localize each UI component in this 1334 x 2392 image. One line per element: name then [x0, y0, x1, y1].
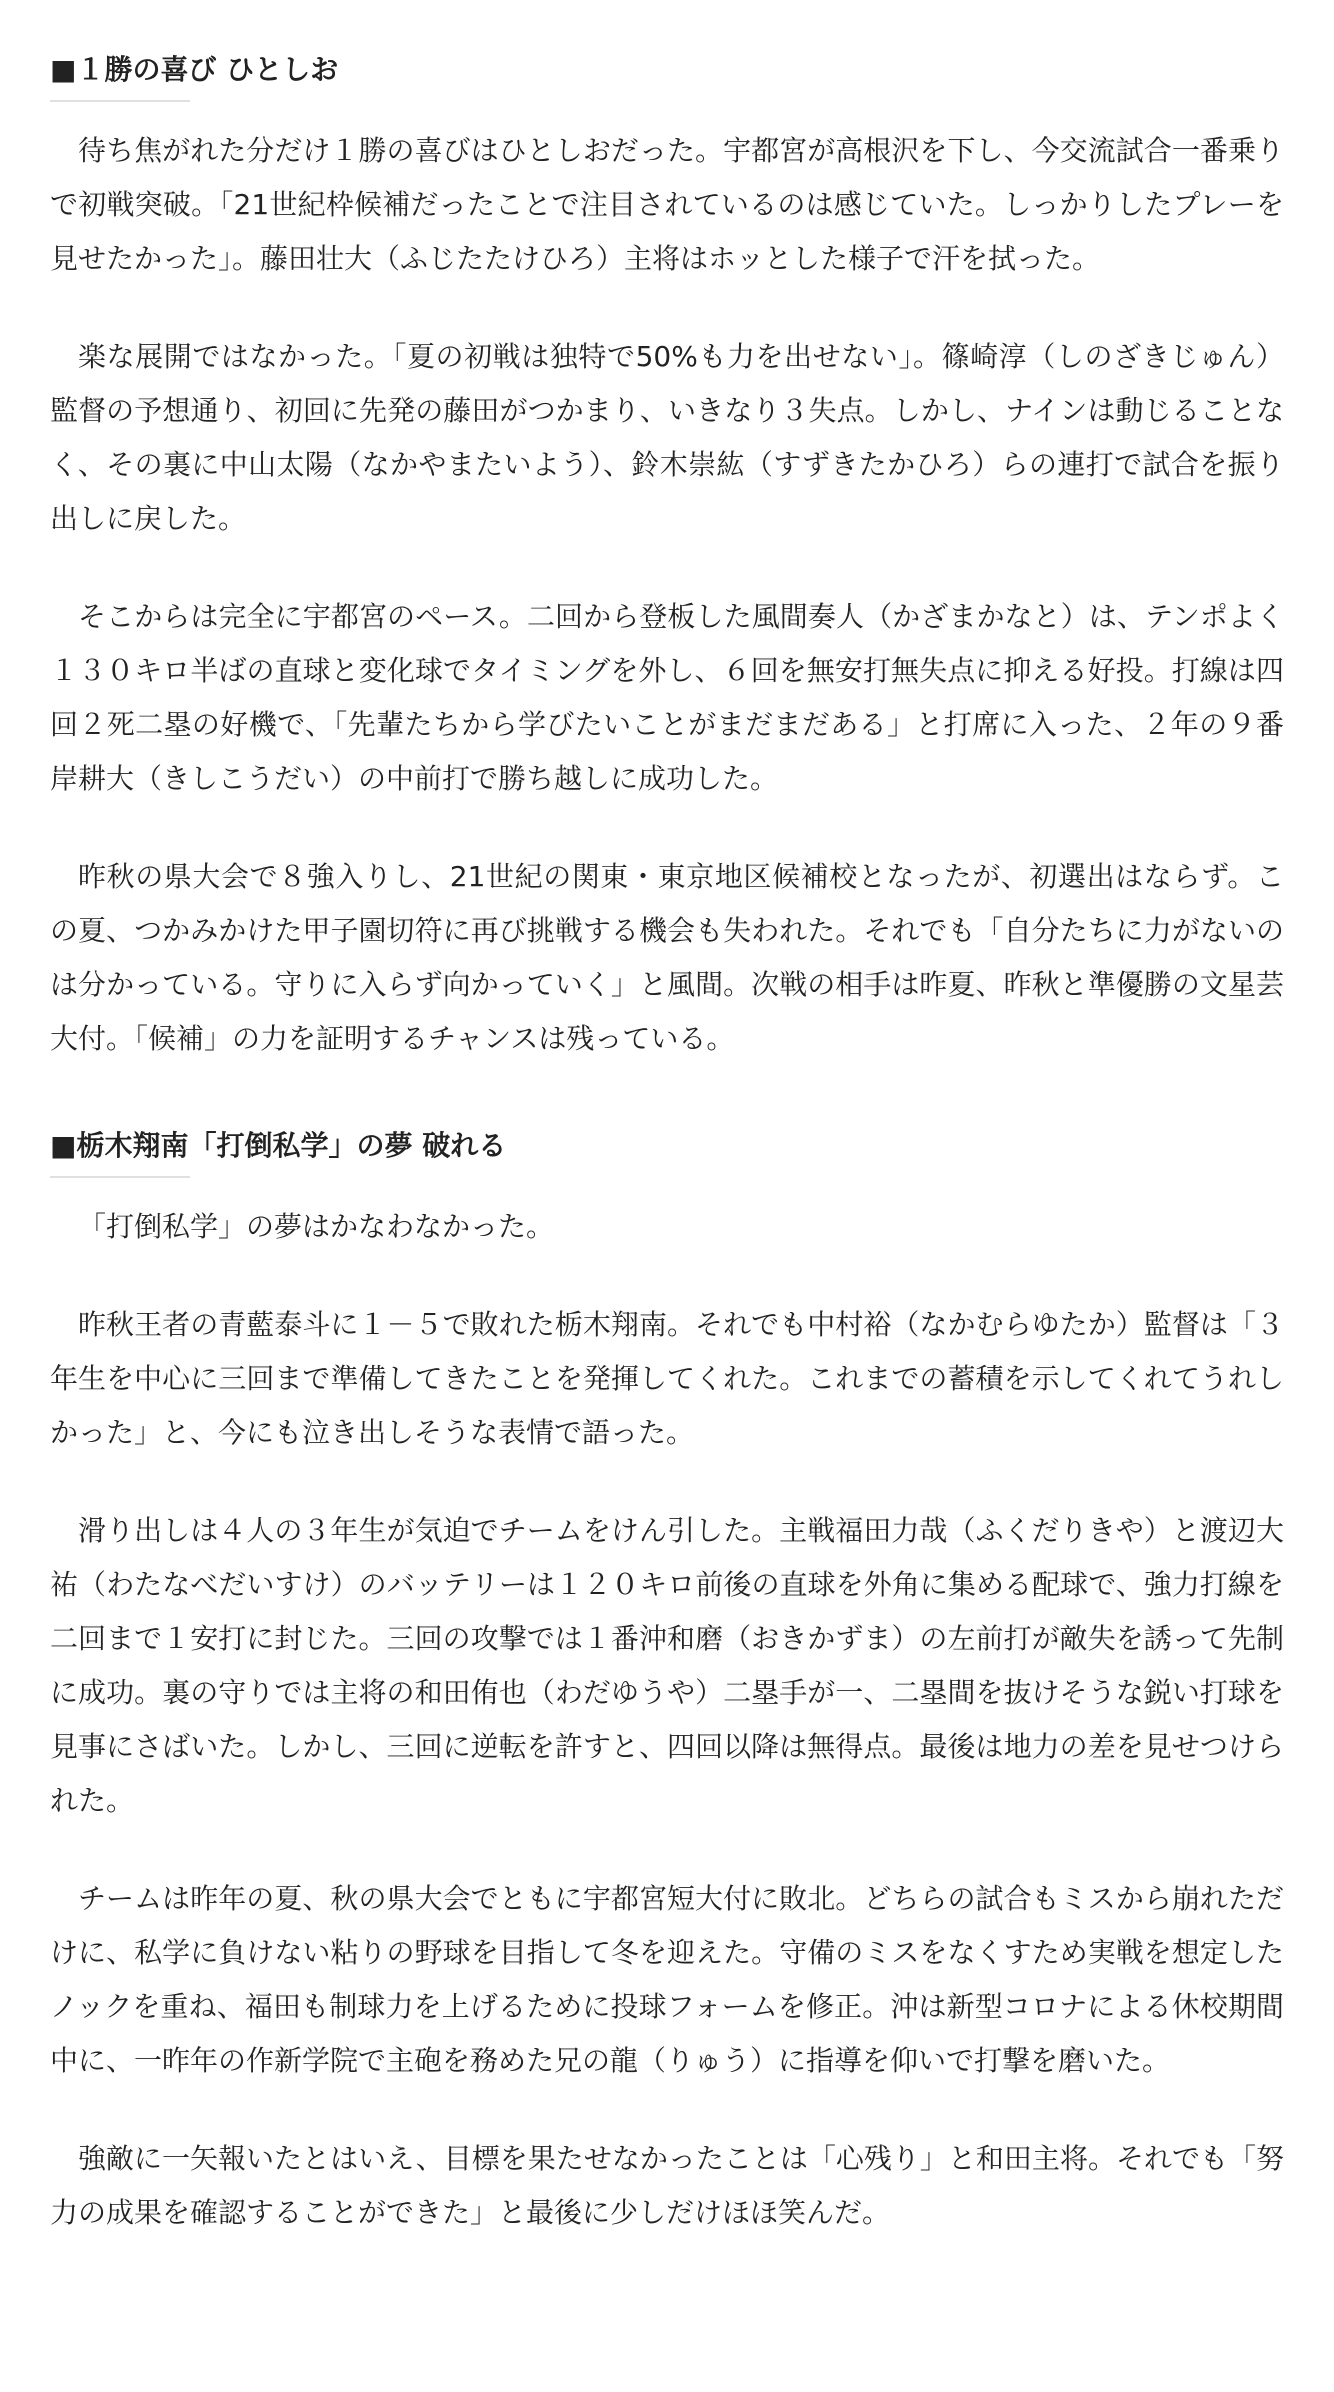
paragraph: 昨秋の県大会で８強入りし、21世紀の関東・東京地区候補校となったが、初選出はならず。この夏、つかみかけた甲子園切符に再び挑戦する機会も失われた。それでも「自分たちに力がないのは分かっている。守りに入らず向かっていく」と風間。次戦の相手は昨夏、昨秋と準優勝の文星芸大付。「候補」の力を証明するチャンスは残っている。	[50, 860, 1284, 1055]
section-heading: ■１勝の喜び ひとしお	[50, 53, 339, 86]
heading-underline	[50, 1176, 190, 1178]
section-first-win	[50, 50, 1284, 1066]
section-tochigi-shonan	[50, 1126, 1284, 2240]
paragraph: 滑り出しは４人の３年生が気迫でチームをけん引した。主戦福田力哉（ふくだりきや）と渡辺大祐（わたなべだいすけ）のバッテリーは１２０キロ前後の直球を外角に集める配球で、強力打線を二回まで１安打に封じた。三回の攻撃では１番沖和磨（おきかずま）の左前打が敵失を誘って先制に成功。裏の守りでは主将の和田侑也（わだゆうや）二塁手が一、二塁間を抜けそうな鋭い打球を見事にさばいた。しかし、三回に逆転を許すと、四回以降は無得点。最後は地力の差を見せつけられた。	[50, 1514, 1284, 1817]
paragraph: 強敵に一矢報いたとはいえ、目標を果たせなかったことは「心残り」と和田主将。それでも「努力の成果を確認することができた」と最後に少しだけほほ笑んだ。	[50, 2142, 1284, 2229]
paragraph: 待ち焦がれた分だけ１勝の喜びはひとしおだった。宇都宮が高根沢を下し、今交流試合一番乗りで初戦突破。「21世紀枠候補だったことで注目されているのは感じていた。しっかりしたプレーを見せたかった」。藤田壮大（ふじたたけひろ）主将はホッとした様子で汗を拭った。	[50, 134, 1284, 275]
paragraph: 昨秋王者の青藍泰斗に１－５で敗れた栃木翔南。それでも中村裕（なかむらゆたか）監督は「３年生を中心に三回まで準備してきたことを発揮してくれた。これまでの蓄積を示してくれてうれしかった」と、今にも泣き出しそうな表情で語った。	[50, 1308, 1284, 1449]
paragraph: 「打倒私学」の夢はかなわなかった。	[78, 1210, 555, 1243]
paragraph: 楽な展開ではなかった。「夏の初戦は独特で50%も力を出せない」。篠崎淳（しのざきじゅん）監督の予想通り、初回に先発の藤田がつかまり、いきなり３失点。しかし、ナインは動じることなく、その裏に中山太陽（なかやまたいよう）、鈴木崇紘（すずきたかひろ）らの連打で試合を振り出しに戻した。	[50, 340, 1284, 535]
paragraph: チームは昨年の夏、秋の県大会でともに宇都宮短大付に敗北。どちらの試合もミスから崩れただけに、私学に負けない粘りの野球を目指して冬を迎えた。守備のミスをなくすため実戦を想定したノックを重ね、福田も制球力を上げるために投球フォームを修正。沖は新型コロナによる休校期間中に、一昨年の作新学院で主砲を務めた兄の龍（りゅう）に指導を仰いで打撃を磨いた。	[50, 1882, 1284, 2077]
paragraph: そこからは完全に宇都宮のペース。二回から登板した風間奏人（かざまかなと）は、テンポよく１３０キロ半ばの直球と変化球でタイミングを外し、６回を無安打無失点に抑える好投。打線は四回２死二塁の好機で、「先輩たちから学びたいことがまだまだある」と打席に入った、２年の９番岸耕大（きしこうだい）の中前打で勝ち越しに成功した。	[50, 600, 1284, 795]
section-heading: ■栃木翔南「打倒私学」の夢 破れる	[50, 1129, 507, 1162]
heading-underline	[50, 100, 190, 102]
